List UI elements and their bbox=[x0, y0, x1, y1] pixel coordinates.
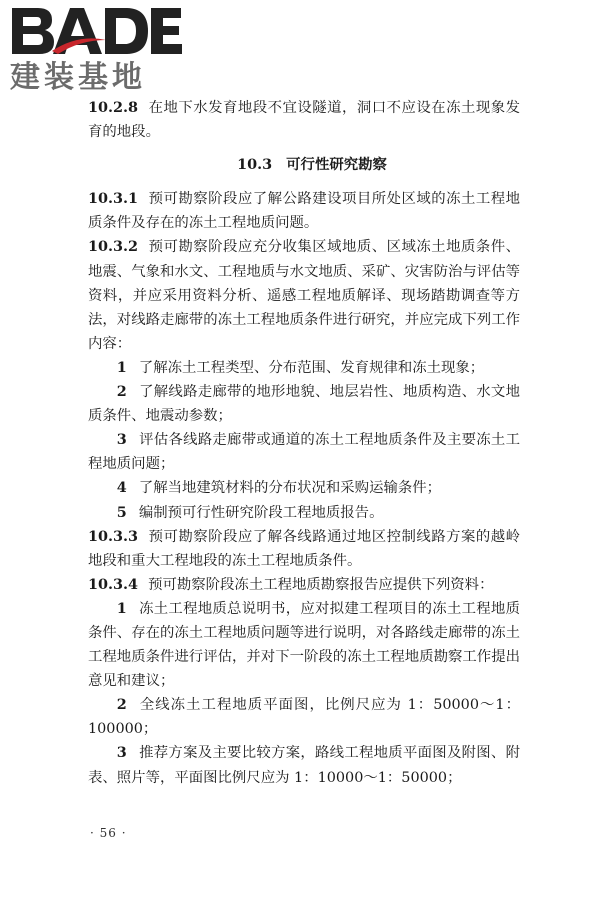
clause-10-3-2 bbox=[88, 235, 520, 355]
item-number: 3 bbox=[116, 431, 127, 449]
item-number: 4 bbox=[116, 479, 127, 497]
clause-number: 10.3.1 bbox=[88, 190, 139, 208]
bade-logo-mark bbox=[8, 4, 183, 56]
item-number: 3 bbox=[116, 744, 127, 762]
list-item bbox=[88, 476, 520, 500]
clause-number: 10.3.3 bbox=[88, 527, 139, 545]
item-text: 了解冻土工程类型、分布范围、发育规律和冻土现象； bbox=[138, 359, 485, 376]
list-item bbox=[88, 741, 520, 789]
clause-text: 预可勘察阶段冻土工程地质勘察报告应提供下列资料： bbox=[148, 576, 494, 593]
list-item bbox=[88, 380, 520, 428]
document-body bbox=[88, 96, 520, 790]
section-number: 10.3 bbox=[237, 156, 273, 174]
clause-text: 预可勘察阶段应充分收集区域地质、区域冻土地质条件、地震、气象和水文、工程地质与水文地质、采矿、灾害防治与评估等资料，并应采用资料分析、遥感工程地质解译、现场踏勘调查等方法，对线路走廊带的冻土工程地质条件进行研究，并应完成下列工作内容： bbox=[88, 239, 520, 352]
logo bbox=[8, 4, 183, 94]
list-item bbox=[88, 597, 520, 693]
section-heading bbox=[88, 153, 520, 177]
item-text: 了解线路走廊带的地形地貌、地层岩性、地质构造、水文地质条件、地震动参数； bbox=[88, 384, 520, 425]
clause-number: 10.3.4 bbox=[88, 575, 139, 593]
item-text: 编制预可行性研究阶段工程地质报告。 bbox=[138, 504, 384, 521]
section-title: 可行性研究勘察 bbox=[286, 156, 387, 174]
item-text: 推荐方案及主要比较方案，路线工程地质平面图及附图、附表、照片等，平面图比例尺应为 1：10000～1：50000； bbox=[88, 745, 520, 786]
item-number: 2 bbox=[116, 696, 127, 714]
list-item bbox=[88, 693, 520, 741]
clause-10-3-3 bbox=[88, 525, 520, 573]
clause-number: 10.2.8 bbox=[88, 99, 139, 116]
clause-text: 在地下水发育地段不宜设隧道，洞口不应设在冻土现象发育的地段。 bbox=[88, 100, 520, 141]
item-text: 评估各线路走廊带或通道的冻土工程地质条件及主要冻土工程地质问题； bbox=[88, 432, 520, 473]
clause-text: 预可勘察阶段应了解各线路通过地区控制线路方案的越岭地段和重大工程地段的冻土工程地质条件。 bbox=[88, 528, 520, 569]
item-text: 了解当地建筑材料的分布状况和采购运输条件； bbox=[138, 480, 442, 497]
list-item bbox=[88, 501, 520, 525]
list-item bbox=[88, 356, 520, 380]
clause-number: 10.3.2 bbox=[88, 238, 139, 256]
page-number: · 56 · bbox=[90, 826, 127, 840]
clause-text: 预可勘察阶段应了解公路建设项目所处区域的冻土工程地质条件及存在的冻土工程地质问题。 bbox=[88, 191, 520, 232]
item-number: 1 bbox=[116, 358, 127, 376]
item-text: 冻土工程地质总说明书，应对拟建工程项目的冻土工程地质条件、存在的冻土工程地质问题等进行说明，对各路线走廊带的冻土工程地质条件进行评估，并对下一阶段的冻土工程地质勘察工作提出意见和建议； bbox=[88, 600, 520, 690]
item-number: 5 bbox=[116, 503, 127, 521]
item-number: 1 bbox=[116, 599, 127, 617]
list-item bbox=[88, 428, 520, 476]
item-number: 2 bbox=[116, 383, 127, 401]
clause-10-3-1 bbox=[88, 187, 520, 235]
logo-subtitle: 建装基地 bbox=[10, 60, 146, 95]
item-text: 全线冻土工程地质平面图，比例尺应为 1：50000～1：100000； bbox=[88, 697, 520, 738]
clause-10-2-8 bbox=[88, 96, 520, 144]
clause-10-3-4 bbox=[88, 573, 520, 597]
